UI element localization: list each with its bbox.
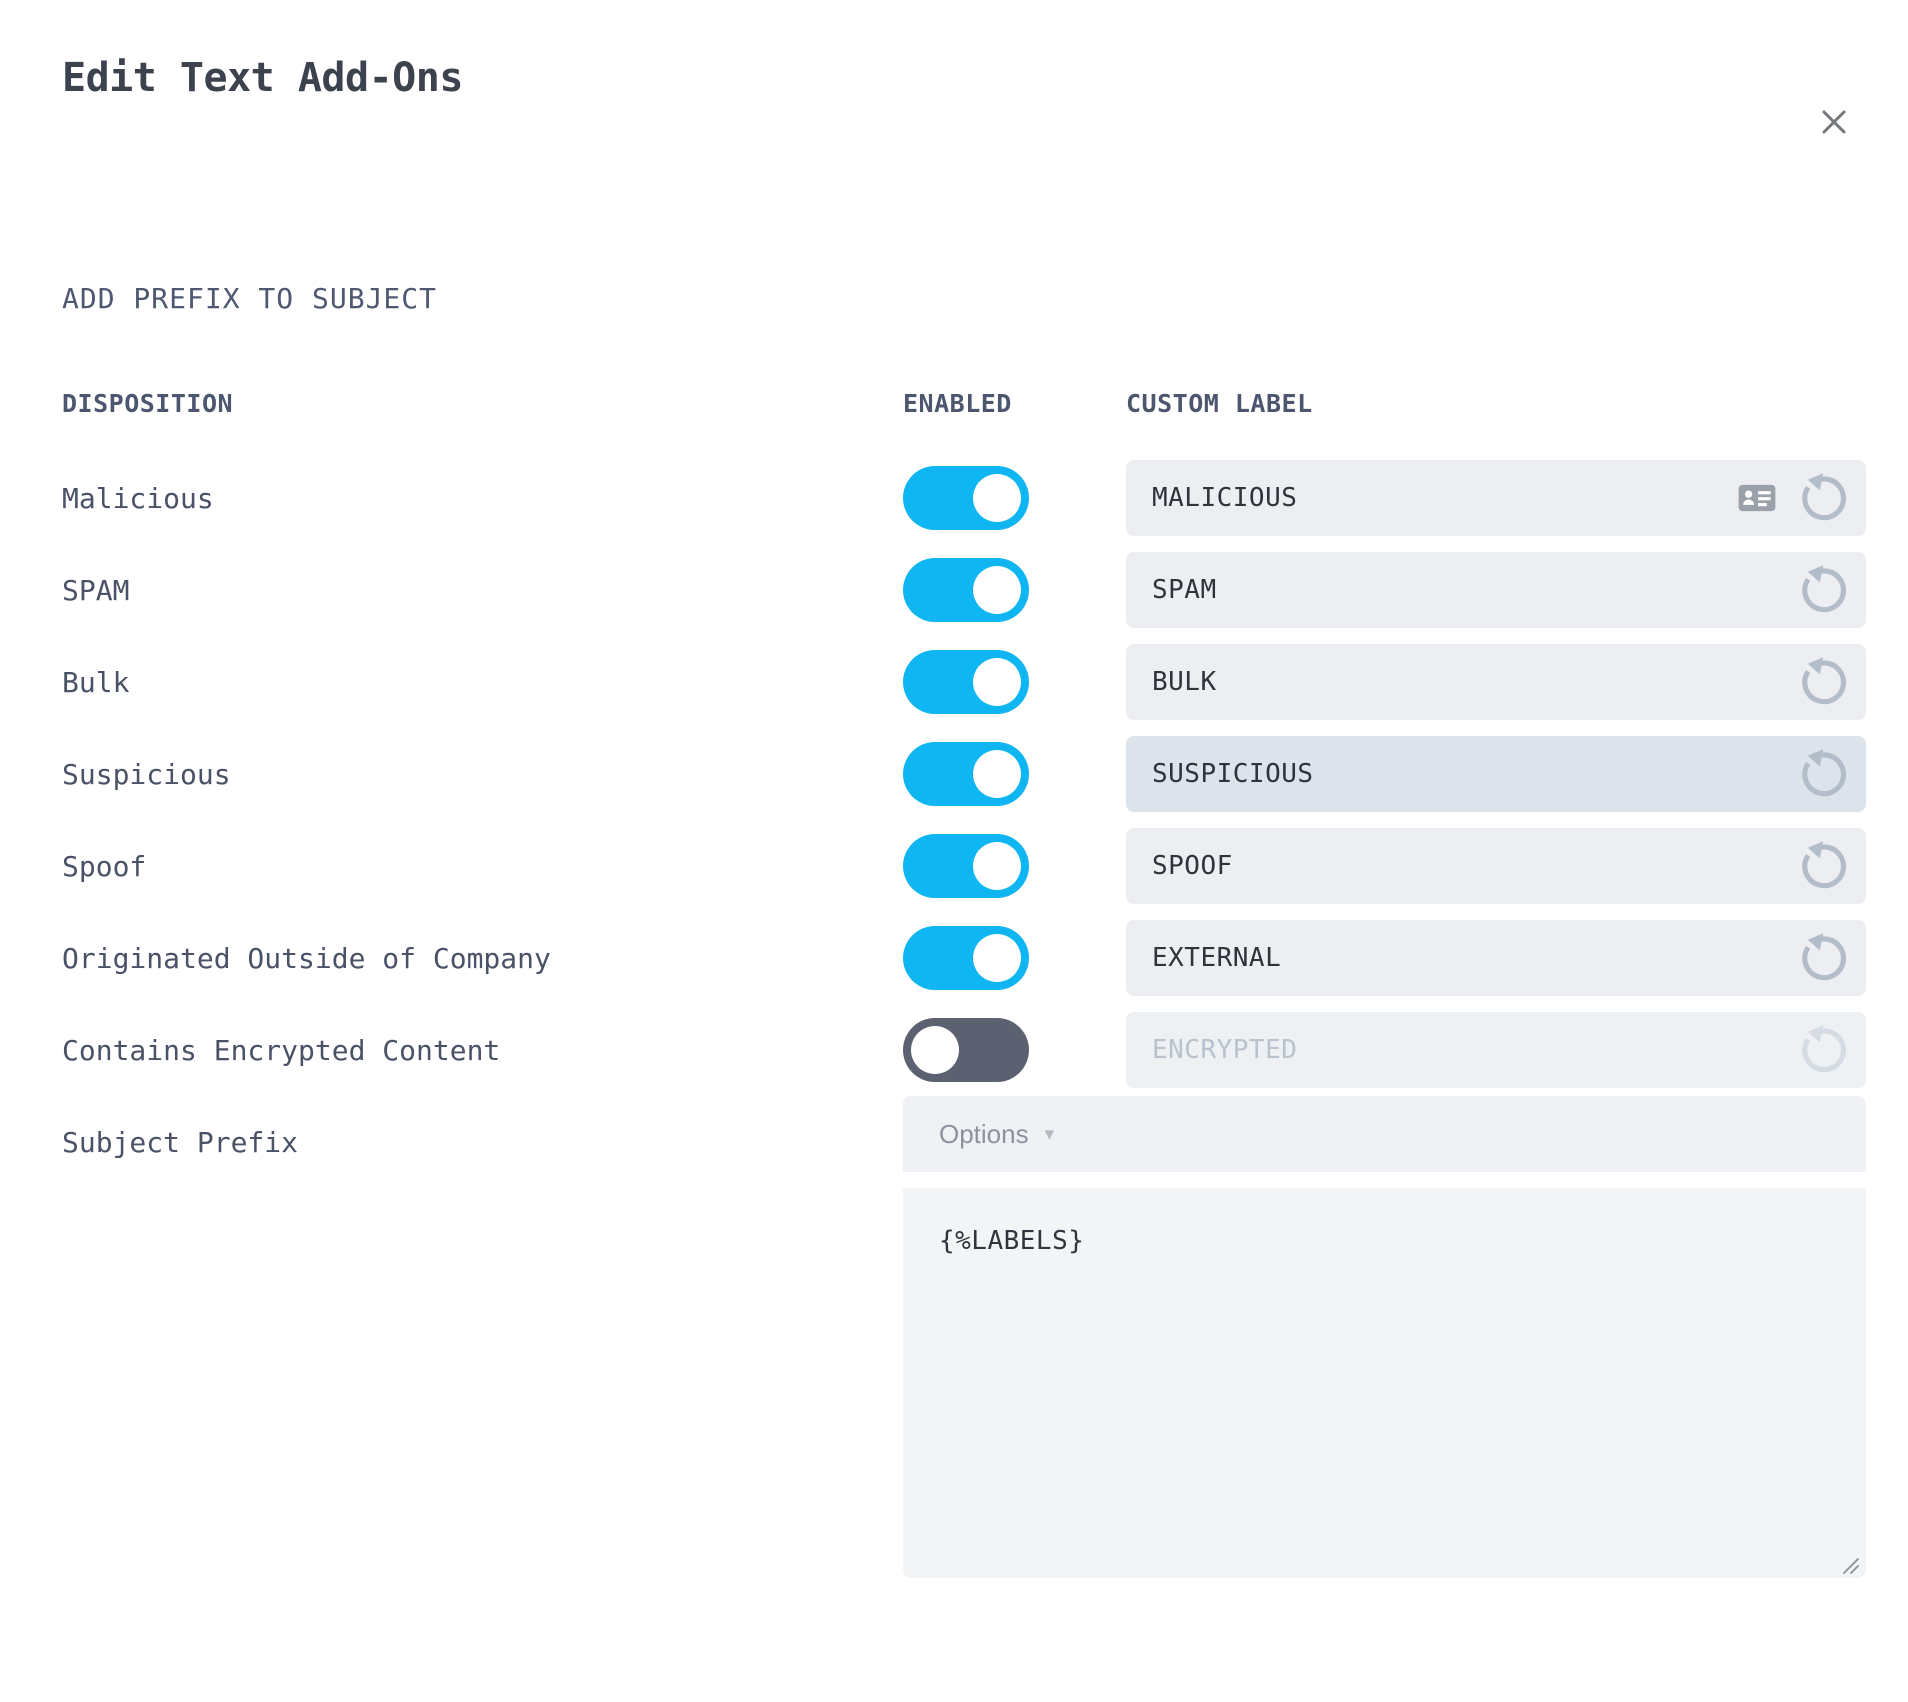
reset-icon[interactable] <box>1796 839 1850 893</box>
toggle-knob <box>911 1026 959 1074</box>
reset-icon[interactable] <box>1796 471 1850 525</box>
enabled-toggle[interactable] <box>903 742 1029 806</box>
custom-label-value: MALICIOUS <box>1152 483 1298 513</box>
enabled-toggle[interactable] <box>903 558 1029 622</box>
toggle-knob <box>973 842 1021 890</box>
toggle-knob <box>973 474 1021 522</box>
custom-label-input[interactable] <box>1126 1012 1866 1088</box>
addons-table <box>62 389 1866 1188</box>
custom-label-value: ENCRYPTED <box>1152 1035 1298 1065</box>
disposition-label: Malicious <box>62 481 214 515</box>
custom-label-input[interactable] <box>1126 552 1866 628</box>
custom-label-input[interactable] <box>1126 828 1866 904</box>
custom-label-value: SPAM <box>1152 575 1217 605</box>
disposition-label: Originated Outside of Company <box>62 941 551 975</box>
custom-label-value: SUSPICIOUS <box>1152 759 1314 789</box>
enabled-toggle[interactable] <box>903 466 1029 530</box>
toggle-knob <box>973 658 1021 706</box>
custom-label-value: SPOOF <box>1152 851 1233 881</box>
custom-label-value: EXTERNAL <box>1152 943 1282 973</box>
disposition-label: SPAM <box>62 573 130 607</box>
custom-label-input[interactable] <box>1126 736 1866 812</box>
enabled-toggle[interactable] <box>903 1018 1029 1082</box>
enabled-toggle[interactable] <box>903 926 1029 990</box>
reset-icon[interactable] <box>1796 931 1850 985</box>
reset-icon[interactable] <box>1796 655 1850 709</box>
custom-label-input[interactable] <box>1126 644 1866 720</box>
disposition-label: Contains Encrypted Content <box>62 1033 501 1067</box>
resize-handle-icon[interactable] <box>1841 1553 1861 1573</box>
enabled-toggle[interactable] <box>903 834 1029 898</box>
custom-label-value: BULK <box>1152 667 1217 697</box>
subject-prefix-value: {%LABELS} <box>939 1226 1085 1256</box>
custom-label-input[interactable] <box>1126 920 1866 996</box>
column-header-custom-label: CUSTOM LABEL <box>1126 389 1313 418</box>
toggle-knob <box>973 934 1021 982</box>
reset-icon[interactable] <box>1796 563 1850 617</box>
options-dropdown[interactable] <box>903 1096 1866 1172</box>
options-dropdown-label: Options <box>939 1118 1029 1149</box>
enabled-toggle[interactable] <box>903 650 1029 714</box>
reset-icon[interactable] <box>1796 1023 1850 1077</box>
section-heading: ADD PREFIX TO SUBJECT <box>62 282 438 315</box>
toggle-knob <box>973 566 1021 614</box>
close-button[interactable] <box>1812 100 1856 144</box>
column-header-enabled: ENABLED <box>903 389 1012 418</box>
disposition-label: Spoof <box>62 849 147 883</box>
edit-text-addons-dialog <box>0 52 1908 1702</box>
column-header-disposition: DISPOSITION <box>62 389 234 418</box>
subject-prefix-textarea[interactable] <box>903 1188 1866 1578</box>
close-icon <box>1819 107 1849 137</box>
caret-down-icon: ▾ <box>1044 1123 1055 1145</box>
reset-icon[interactable] <box>1796 747 1850 801</box>
toggle-knob <box>973 750 1021 798</box>
disposition-label: Bulk <box>62 665 130 699</box>
dialog-title: Edit Text Add-Ons <box>62 55 463 101</box>
disposition-label: Suspicious <box>62 757 231 791</box>
contact-card-icon[interactable] <box>1732 477 1782 519</box>
custom-label-input[interactable] <box>1126 460 1866 536</box>
subject-prefix-label: Subject Prefix <box>62 1125 299 1159</box>
